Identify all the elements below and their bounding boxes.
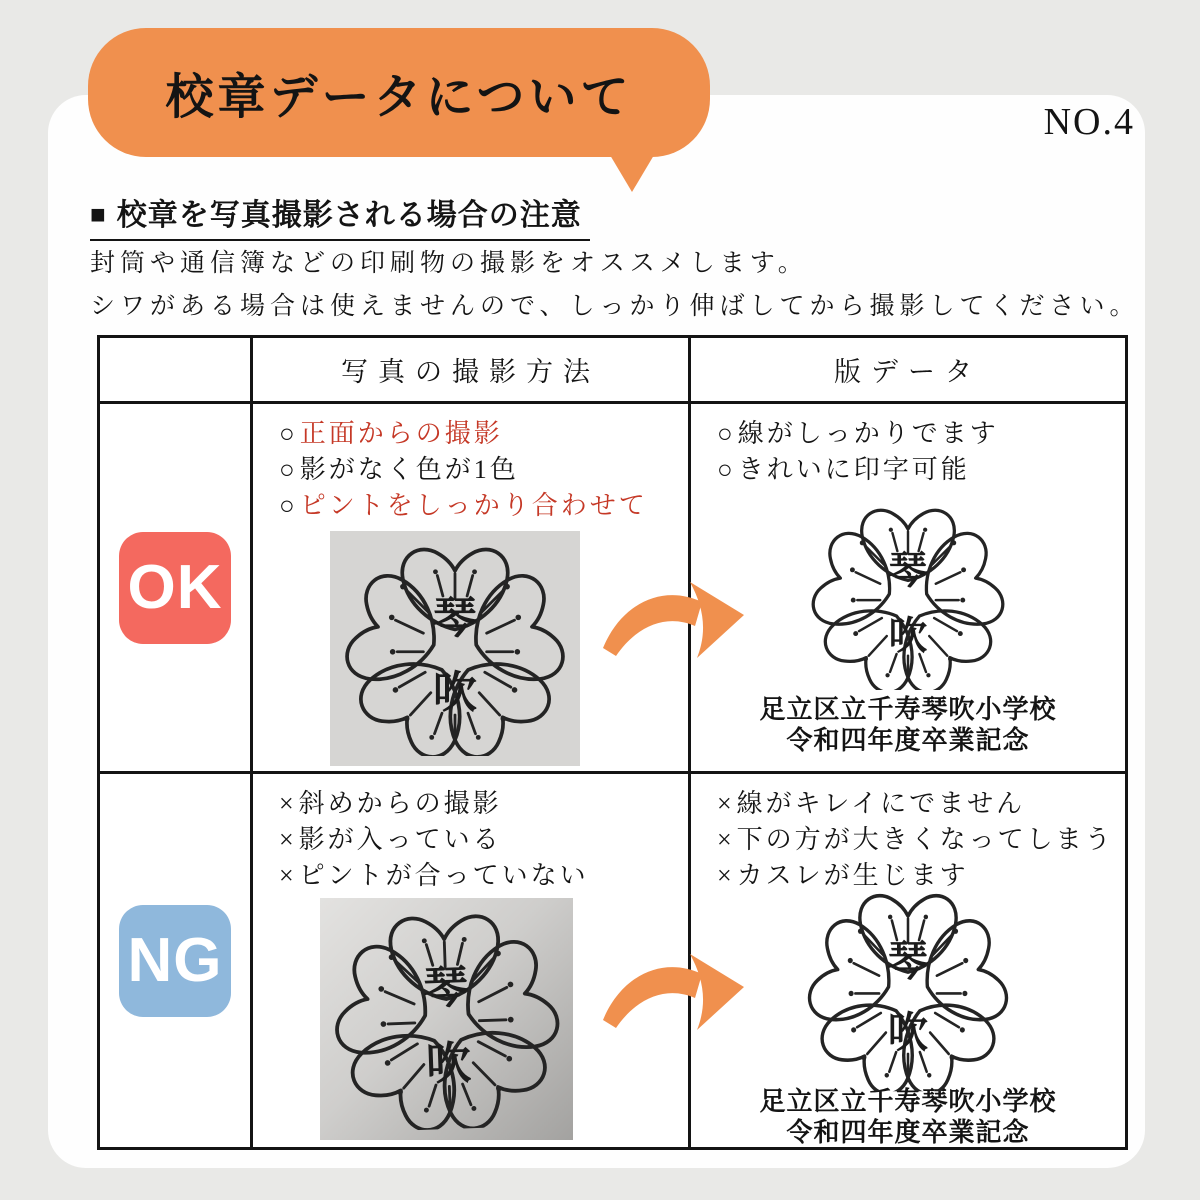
point-text: ピントが合っていない: [298, 861, 589, 890]
cross-marker: ×: [279, 825, 297, 854]
list-item: [279, 786, 688, 822]
list-item: [717, 452, 1125, 488]
ok-plate-points: [691, 404, 1125, 488]
list-item: [717, 822, 1125, 858]
point-text: 正面からの撮影: [299, 419, 503, 448]
square-bullet-icon: ■: [90, 199, 107, 229]
header-plate: 版データ: [691, 338, 1125, 404]
list-item: [279, 416, 688, 452]
circle-marker: ○: [279, 419, 298, 448]
circle-marker: ○: [279, 455, 298, 484]
point-text: 斜めからの撮影: [298, 789, 502, 818]
list-item: [717, 416, 1125, 452]
list-item: [279, 488, 688, 524]
header-empty-cell: [100, 338, 253, 404]
ok-badge-cell: [100, 404, 253, 774]
school-emblem-photo-ng: [327, 905, 567, 1133]
ng-plate-example: [691, 896, 1125, 1147]
list-item: [717, 786, 1125, 822]
list-item: [279, 452, 688, 488]
arrow-right-icon: [596, 942, 748, 1042]
list-item: [279, 858, 688, 894]
list-item: [279, 822, 688, 858]
ok-plate-cell: [691, 404, 1125, 774]
section-heading: [90, 190, 590, 241]
title-bubble: [88, 28, 710, 157]
point-text: 下の方が大きくなってしまう: [736, 825, 1114, 854]
caption-line-2: 令和四年度卒業記念: [786, 1117, 1030, 1147]
point-text: ピントをしっかり合わせて: [299, 491, 648, 520]
emblem-caption: [759, 1086, 1056, 1147]
circle-marker: ○: [717, 455, 736, 484]
point-text: 影が入っている: [298, 825, 502, 854]
ok-badge: OK: [119, 532, 231, 644]
cross-marker: ×: [279, 789, 297, 818]
body-text-line-1: 封筒や通信簿などの印刷物の撮影をオススメします。: [90, 250, 808, 277]
point-text: 線がしっかりでます: [737, 419, 999, 448]
ok-method-points: [253, 404, 688, 524]
cross-marker: ×: [279, 861, 297, 890]
point-text: きれいに印字可能: [737, 455, 970, 484]
cross-marker: ×: [717, 789, 735, 818]
ng-badge-cell: [100, 774, 253, 1147]
ok-photo-example: [330, 531, 580, 766]
section-heading-text: 校章を写真撮影される場合の注意: [116, 199, 582, 232]
page-number: NO.4: [1043, 101, 1135, 143]
header-method: 写真の撮影方法: [253, 338, 691, 404]
bubble-tail: [607, 150, 657, 192]
point-text: カスレが生じます: [736, 861, 969, 890]
page-title: 校章データについて: [165, 71, 633, 124]
cross-marker: ×: [717, 825, 735, 854]
circle-marker: ○: [279, 491, 298, 520]
ng-plate-points: [691, 774, 1125, 894]
ng-photo-example: [320, 898, 573, 1140]
arrow-right-icon: [596, 570, 748, 670]
school-emblem-plate-ng: [797, 887, 1020, 1092]
ng-plate-cell: [691, 774, 1125, 1147]
circle-marker: ○: [717, 419, 736, 448]
body-text-line-2: シワがある場合は使えませんので、しっかり伸ばしてから撮影してください。: [90, 293, 1140, 320]
caption-line-2: 令和四年度卒業記念: [786, 725, 1030, 755]
ng-method-points: [253, 774, 688, 894]
school-emblem-plate-ok: [802, 502, 1014, 690]
cross-marker: ×: [717, 861, 735, 890]
ng-badge: NG: [119, 905, 231, 1017]
caption-line-1: 足立区立千寿琴吹小学校: [759, 1086, 1057, 1116]
school-emblem-photo-ok: [341, 542, 569, 756]
point-text: 線がキレイにでません: [736, 789, 1026, 818]
ok-plate-example: [691, 502, 1125, 756]
caption-line-1: 足立区立千寿琴吹小学校: [759, 694, 1057, 724]
point-text: 影がなく色が1色: [299, 455, 519, 484]
emblem-caption: [759, 694, 1056, 756]
